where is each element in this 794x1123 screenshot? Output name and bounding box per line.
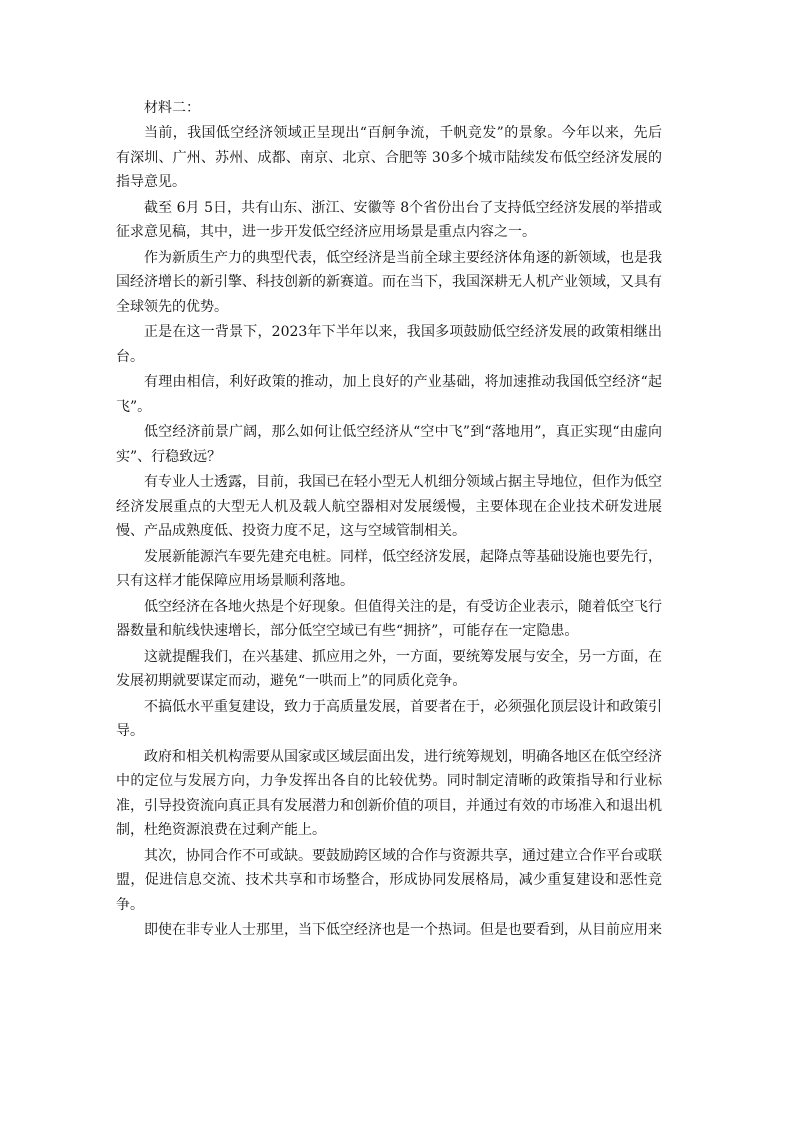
paragraph-4: 正是在这一背景下，2023年下半年以来，我国多项鼓励低空经济发展的政策相继出台。	[116, 324, 662, 365]
paragraph-5: 有理由相信，利好政策的推动，加上良好的产业基础，将加速推动我国低空经济“起飞”。	[116, 374, 662, 415]
paragraph-6: 低空经济前景广阔，那么如何让低空经济从“空中飞”到“落地用”，真正实现“由虚向实”、行稳致远？	[116, 424, 662, 465]
paragraph-1: 当前，我国低空经济领域正呈现出“百舸争流，千帆竞发”的景象。今年以来，先后有深圳、广州、苏州、成都、南京、北京、合肥等 30多个城市陆续发布低空经济发展的指导意见。	[116, 125, 662, 190]
paragraph-11: 不搞低水平重复建设，致力于高质量发展，首要者在于，必须强化顶层设计和政策引导。	[116, 698, 662, 739]
paragraph-8: 发展新能源汽车要先建充电桩。同样，低空经济发展，起降点等基础设施也要先行，只有这样才能保障应用场景顺利落地。	[116, 548, 662, 589]
paragraph-14: 即使在非专业人士那里，当下低空经济也是一个热词。但是也要看到，从目前应用来	[144, 922, 662, 938]
paragraph-12: 政府和相关机构需要从国家或区域层面出发，进行统筹规划，明确各地区在低空经济中的定位与发展方向，力争发挥出各自的比较优势。同时制定清晰的政策指导和行业标准，引导投资流向真正具有发展潜力和创新价值的项目，并通过有效的市场准入和退出机制，杜绝资源浪费在过剩产能上。	[116, 748, 662, 838]
paragraph-7: 有专业人士透露，目前，我国已在轻小型无人机细分领域占据主导地位，但作为低空经济发展重点的大型无人机及载人航空器相对发展缓慢，主要体现在企业技术研发进展慢、产品成熟度低、投资力度不足，这与空域管制相关。	[116, 474, 662, 539]
paragraph-13: 其次，协同合作不可或缺。要鼓励跨区域的合作与资源共享，通过建立合作平台或联盟，促进信息交流、技术共享和市场整合，形成协同发展格局，减少重复建设和恶性竞争。	[116, 847, 662, 913]
paragraph-2: 截至 6月 5日，共有山东、浙江、安徽等 8个省份出台了支持低空经济发展的举措或征求意见稿，其中，进一步开发低空经济应用场景是重点内容之一。	[116, 199, 662, 240]
section-heading: 材料二：	[144, 100, 200, 116]
paragraph-9: 低空经济在各地火热是个好现象。但值得关注的是，有受访企业表示，随着低空飞行器数量和航线快速增长，部分低空空域已有些“拥挤”，可能存在一定隐患。	[116, 598, 662, 639]
paragraph-3: 作为新质生产力的典型代表，低空经济是当前全球主要经济体角逐的新领域，也是我国经济增长的新引擎、科技创新的新赛道。而在当下，我国深耕无人机产业领域，又具有全球领先的优势。	[116, 249, 662, 315]
document-page	[116, 96, 662, 944]
paragraph-10: 这就提醒我们，在兴基建、抓应用之外，一方面，要统筹发展与安全，另一方面，在发展初期就要谋定而动，避免“一哄而上”的同质化竞争。	[116, 648, 662, 689]
